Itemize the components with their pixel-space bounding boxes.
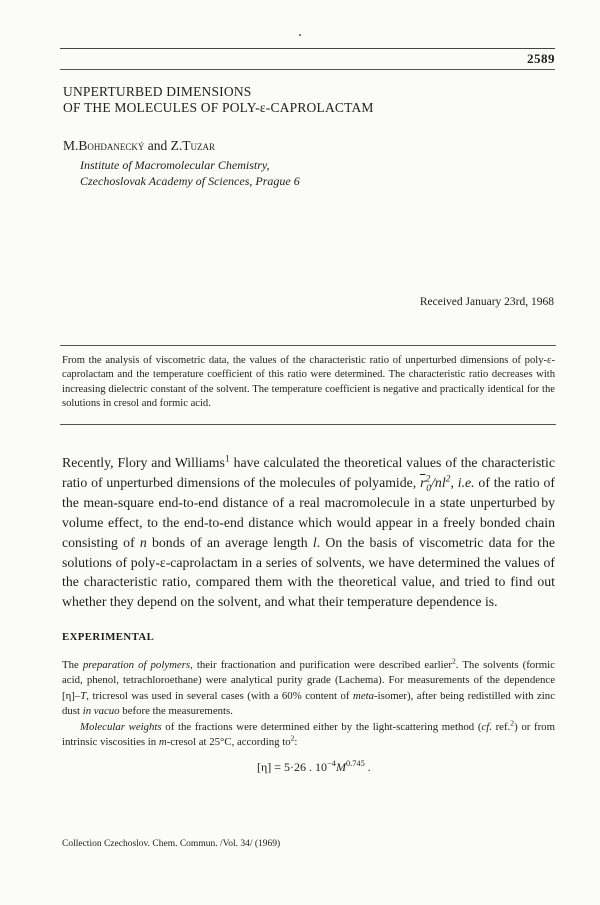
- equation-lhs: [η] = 5·26 . 10: [257, 760, 328, 774]
- var-l: l: [312, 534, 317, 550]
- vacuo-emphasis: in vacuo: [82, 705, 120, 718]
- citation-ref: 1: [224, 453, 230, 465]
- section-heading: EXPERIMENTAL: [62, 631, 155, 643]
- exp-text: -isomer), after being redistilled with zinc dust: [62, 689, 555, 718]
- abstract-rule-bottom: [60, 424, 556, 425]
- intro-text: Recently, Flory and Williams: [62, 455, 225, 470]
- ratio-sup: 2: [425, 473, 431, 485]
- introduction: [62, 453, 555, 612]
- print-speck: [299, 34, 301, 36]
- exp-emphasis: preparation of polymers: [82, 659, 191, 671]
- abstract: From the analysis of viscometric data, the values of the characteristic ratio of unperturbed dimensions of poly-ε-caprolactam and the temperature coefficient of this ratio were determined. The characteristic ratio decreases with increasing dielectric constant of the solvent. The temperature coefficient is negative and practically identical for the solutions in cresol and formic acid.: [62, 355, 555, 409]
- intro-paragraph: [62, 453, 555, 612]
- author-2-initial: Z.: [170, 138, 183, 153]
- ratio-symbol: [420, 473, 451, 494]
- exp-text: ref.: [491, 720, 511, 733]
- equation-exponent: 0.745: [345, 759, 365, 768]
- ratio-rest: /nl: [431, 474, 446, 490]
- ie-abbrev: i.e.: [457, 474, 475, 490]
- citation-ref: 2: [451, 656, 456, 666]
- citation-ref: 2: [290, 733, 295, 743]
- exp-emphasis: Molecular weights: [80, 720, 162, 733]
- exp-text: . The solvents (formic acid, phenol, tetrachloroethane) were analytical purity grade (Lachema). For measurements of the dependence [η]–: [62, 659, 555, 702]
- affiliation-line-2: Czechoslovak Academy of Sciences, Prague 6: [80, 174, 300, 188]
- ratio-sup2: 2: [445, 473, 451, 485]
- journal-footer: Collection Czechoslov. Chem. Commun. /Vol. 34/ (1969): [62, 839, 281, 849]
- author-conjunction: and: [147, 138, 168, 153]
- page-number: 2589: [527, 51, 555, 66]
- meta-emphasis: meta: [353, 689, 375, 702]
- abstract-rule-top: [60, 345, 556, 346]
- equation: [257, 760, 371, 775]
- experimental-paragraph-2: [62, 720, 555, 751]
- equation-M: M: [335, 760, 346, 774]
- intro-text: bonds of an average length: [146, 534, 313, 550]
- title-line-1: UNPERTURBED DIMENSIONS: [63, 84, 252, 99]
- exp-text: -cresol at 25°C, according to: [166, 736, 291, 749]
- intro-text: of the ratio of the mean-square end-to-end distance of a real macromolecule in a state unperturbed by volume effect, to the end-to-end distance which would appear in a freely bonded chain consisting of: [62, 474, 555, 550]
- var-m: m: [158, 736, 167, 749]
- experimental-section: [62, 658, 555, 750]
- equation-exponent: −4: [327, 759, 336, 768]
- affiliation-line-1: Institute of Macromolecular Chemistry,: [80, 158, 270, 172]
- affiliation: [80, 157, 300, 189]
- citation-ref: 2: [510, 718, 515, 728]
- exp-text: :: [294, 736, 298, 749]
- header-rule-lower: [60, 69, 555, 70]
- exp-text: ) or from intrinsic viscosities in: [62, 720, 555, 749]
- intro-text: ,: [450, 474, 458, 490]
- author-1-surname: Bohdanecký: [78, 138, 145, 153]
- author-list: [63, 138, 215, 154]
- author-2-surname: Tuzar: [182, 138, 216, 153]
- equation-tail: .: [364, 760, 371, 774]
- received-date: Received January 23rd, 1968: [419, 296, 554, 308]
- header-rule: [60, 48, 555, 49]
- exp-text: The: [62, 659, 83, 671]
- exp-text: , tricresol was used in several cases (with a 60% content of: [86, 689, 354, 702]
- var-n: n: [139, 534, 147, 550]
- author-1-initial: M.: [63, 138, 79, 153]
- title-line-2: OF THE MOLECULES OF POLY-ε-CAPROLACTAM: [63, 100, 374, 115]
- cf-abbrev: cf.: [481, 720, 492, 733]
- ratio-r: $\overline{r}$: [420, 474, 426, 490]
- exp-text: of the fractions were determined either by the light-scattering method (: [161, 720, 482, 733]
- experimental-paragraph-1: [62, 658, 555, 720]
- intro-text: have calculated the theoretical values of the characteristic ratio of unperturbed dimensions of the molecules of polyamide,: [62, 455, 555, 490]
- exp-text: before the measurements.: [119, 705, 233, 718]
- exp-text: , their fractionation and purification were described earlier: [190, 659, 452, 671]
- article-title: [63, 84, 374, 116]
- intro-text: . On the basis of viscometric data for the solutions of poly-ε-caprolactam in a series of solvents, we have determined the values of the characteristic ratio, compared them with the theoretical value, and tried to find out whether they depend on the solvent, and what their temperature dependence is.: [62, 534, 555, 610]
- ratio-sub: 0: [426, 482, 432, 494]
- var-T: T: [80, 689, 87, 702]
